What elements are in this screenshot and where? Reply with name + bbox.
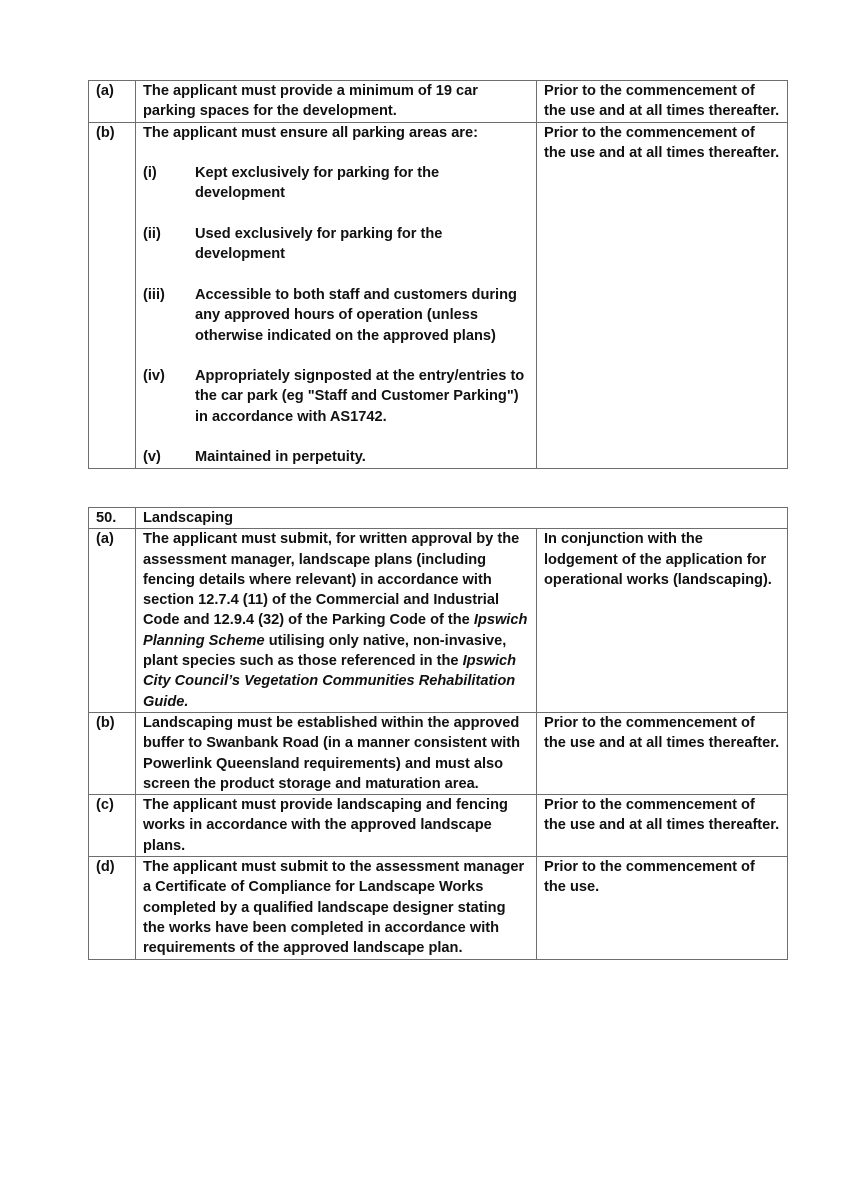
sub-item-number: (iii) bbox=[143, 286, 165, 303]
condition-id: (c) bbox=[89, 795, 136, 857]
parking-conditions-table bbox=[88, 80, 788, 469]
planning-scheme-title: Ipswich Planning Scheme bbox=[143, 612, 528, 649]
sub-item-number: (v) bbox=[143, 449, 161, 466]
sub-item-text: Accessible to both staff and customers during any approved hours of operation (unless otherwise indicated on the approved plans) bbox=[195, 286, 517, 344]
sub-item-text: Used exclusively for parking for the development bbox=[195, 226, 443, 263]
sub-item bbox=[143, 366, 529, 427]
condition-id: (b) bbox=[89, 122, 136, 468]
sub-item-number: (i) bbox=[143, 165, 157, 182]
requirement-text: The applicant must submit, for written approval by the assessment manager, landscape plans (including fencing details where relevant) in accordance with section 12.7.4 (11) of the Commercial and Industrial Code and 12.9.4 (32) of the Parking Code of the bbox=[143, 531, 520, 629]
section-header-row bbox=[89, 508, 788, 529]
rehabilitation-guide-title: Ipswich City Council’s Vegetation Communities Rehabilitation Guide. bbox=[143, 653, 517, 710]
sub-item-text: Kept exclusively for parking for the development bbox=[195, 165, 440, 202]
sub-item bbox=[143, 224, 529, 265]
section-number: 50. bbox=[89, 508, 136, 529]
table-row bbox=[89, 795, 788, 857]
sub-item-text: Appropriately signposted at the entry/entries to the car park (eg "Staff and Customer Parking") in accordance with AS1742. bbox=[195, 368, 525, 425]
condition-requirement bbox=[136, 122, 537, 468]
table-row bbox=[89, 857, 788, 959]
condition-timing: Prior to the commencement of the use and at all times thereafter. bbox=[537, 122, 788, 468]
requirement-text: utilising only native, non-invasive, plant species such as those referenced in the bbox=[143, 632, 507, 670]
condition-id: (a) bbox=[89, 81, 136, 123]
sub-item-number: (iv) bbox=[143, 368, 165, 385]
condition-requirement bbox=[136, 529, 537, 713]
condition-requirement: The applicant must provide landscaping and fencing works in accordance with the approved landscape plans. bbox=[136, 795, 537, 857]
table-row bbox=[89, 529, 788, 713]
table-row bbox=[89, 81, 788, 123]
condition-id: (b) bbox=[89, 712, 136, 794]
condition-id: (a) bbox=[89, 529, 136, 713]
condition-requirement: The applicant must provide a minimum of 19 car parking spaces for the development. bbox=[136, 81, 537, 123]
condition-intro: The applicant must ensure all parking areas are: bbox=[143, 124, 478, 141]
condition-timing: Prior to the commencement of the use. bbox=[537, 857, 788, 959]
sub-item bbox=[143, 447, 529, 467]
table-row bbox=[89, 712, 788, 794]
condition-id: (d) bbox=[89, 857, 136, 959]
landscaping-conditions-table bbox=[88, 507, 788, 960]
condition-timing: Prior to the commencement of the use and at all times thereafter. bbox=[537, 712, 788, 794]
condition-timing: In conjunction with the lodgement of the application for operational works (landscaping). bbox=[537, 529, 788, 713]
sub-item bbox=[143, 285, 529, 346]
sub-item bbox=[143, 163, 529, 204]
section-title: Landscaping bbox=[136, 508, 788, 529]
condition-requirement: The applicant must submit to the assessment manager a Certificate of Compliance for Landscape Works completed by a qualified landscape designer stating the works have been completed in accordance with requirements of the approved landscape plan. bbox=[136, 857, 537, 959]
table-row bbox=[89, 122, 788, 468]
sub-item-text: Maintained in perpetuity. bbox=[195, 449, 366, 466]
sub-item-number: (ii) bbox=[143, 226, 161, 243]
condition-timing: Prior to the commencement of the use and at all times thereafter. bbox=[537, 81, 788, 123]
condition-timing: Prior to the commencement of the use and at all times thereafter. bbox=[537, 795, 788, 857]
condition-requirement: Landscaping must be established within the approved buffer to Swanbank Road (in a manner consistent with Powerlink Queensland requirements) and must also screen the product storage and maturation area. bbox=[136, 712, 537, 794]
